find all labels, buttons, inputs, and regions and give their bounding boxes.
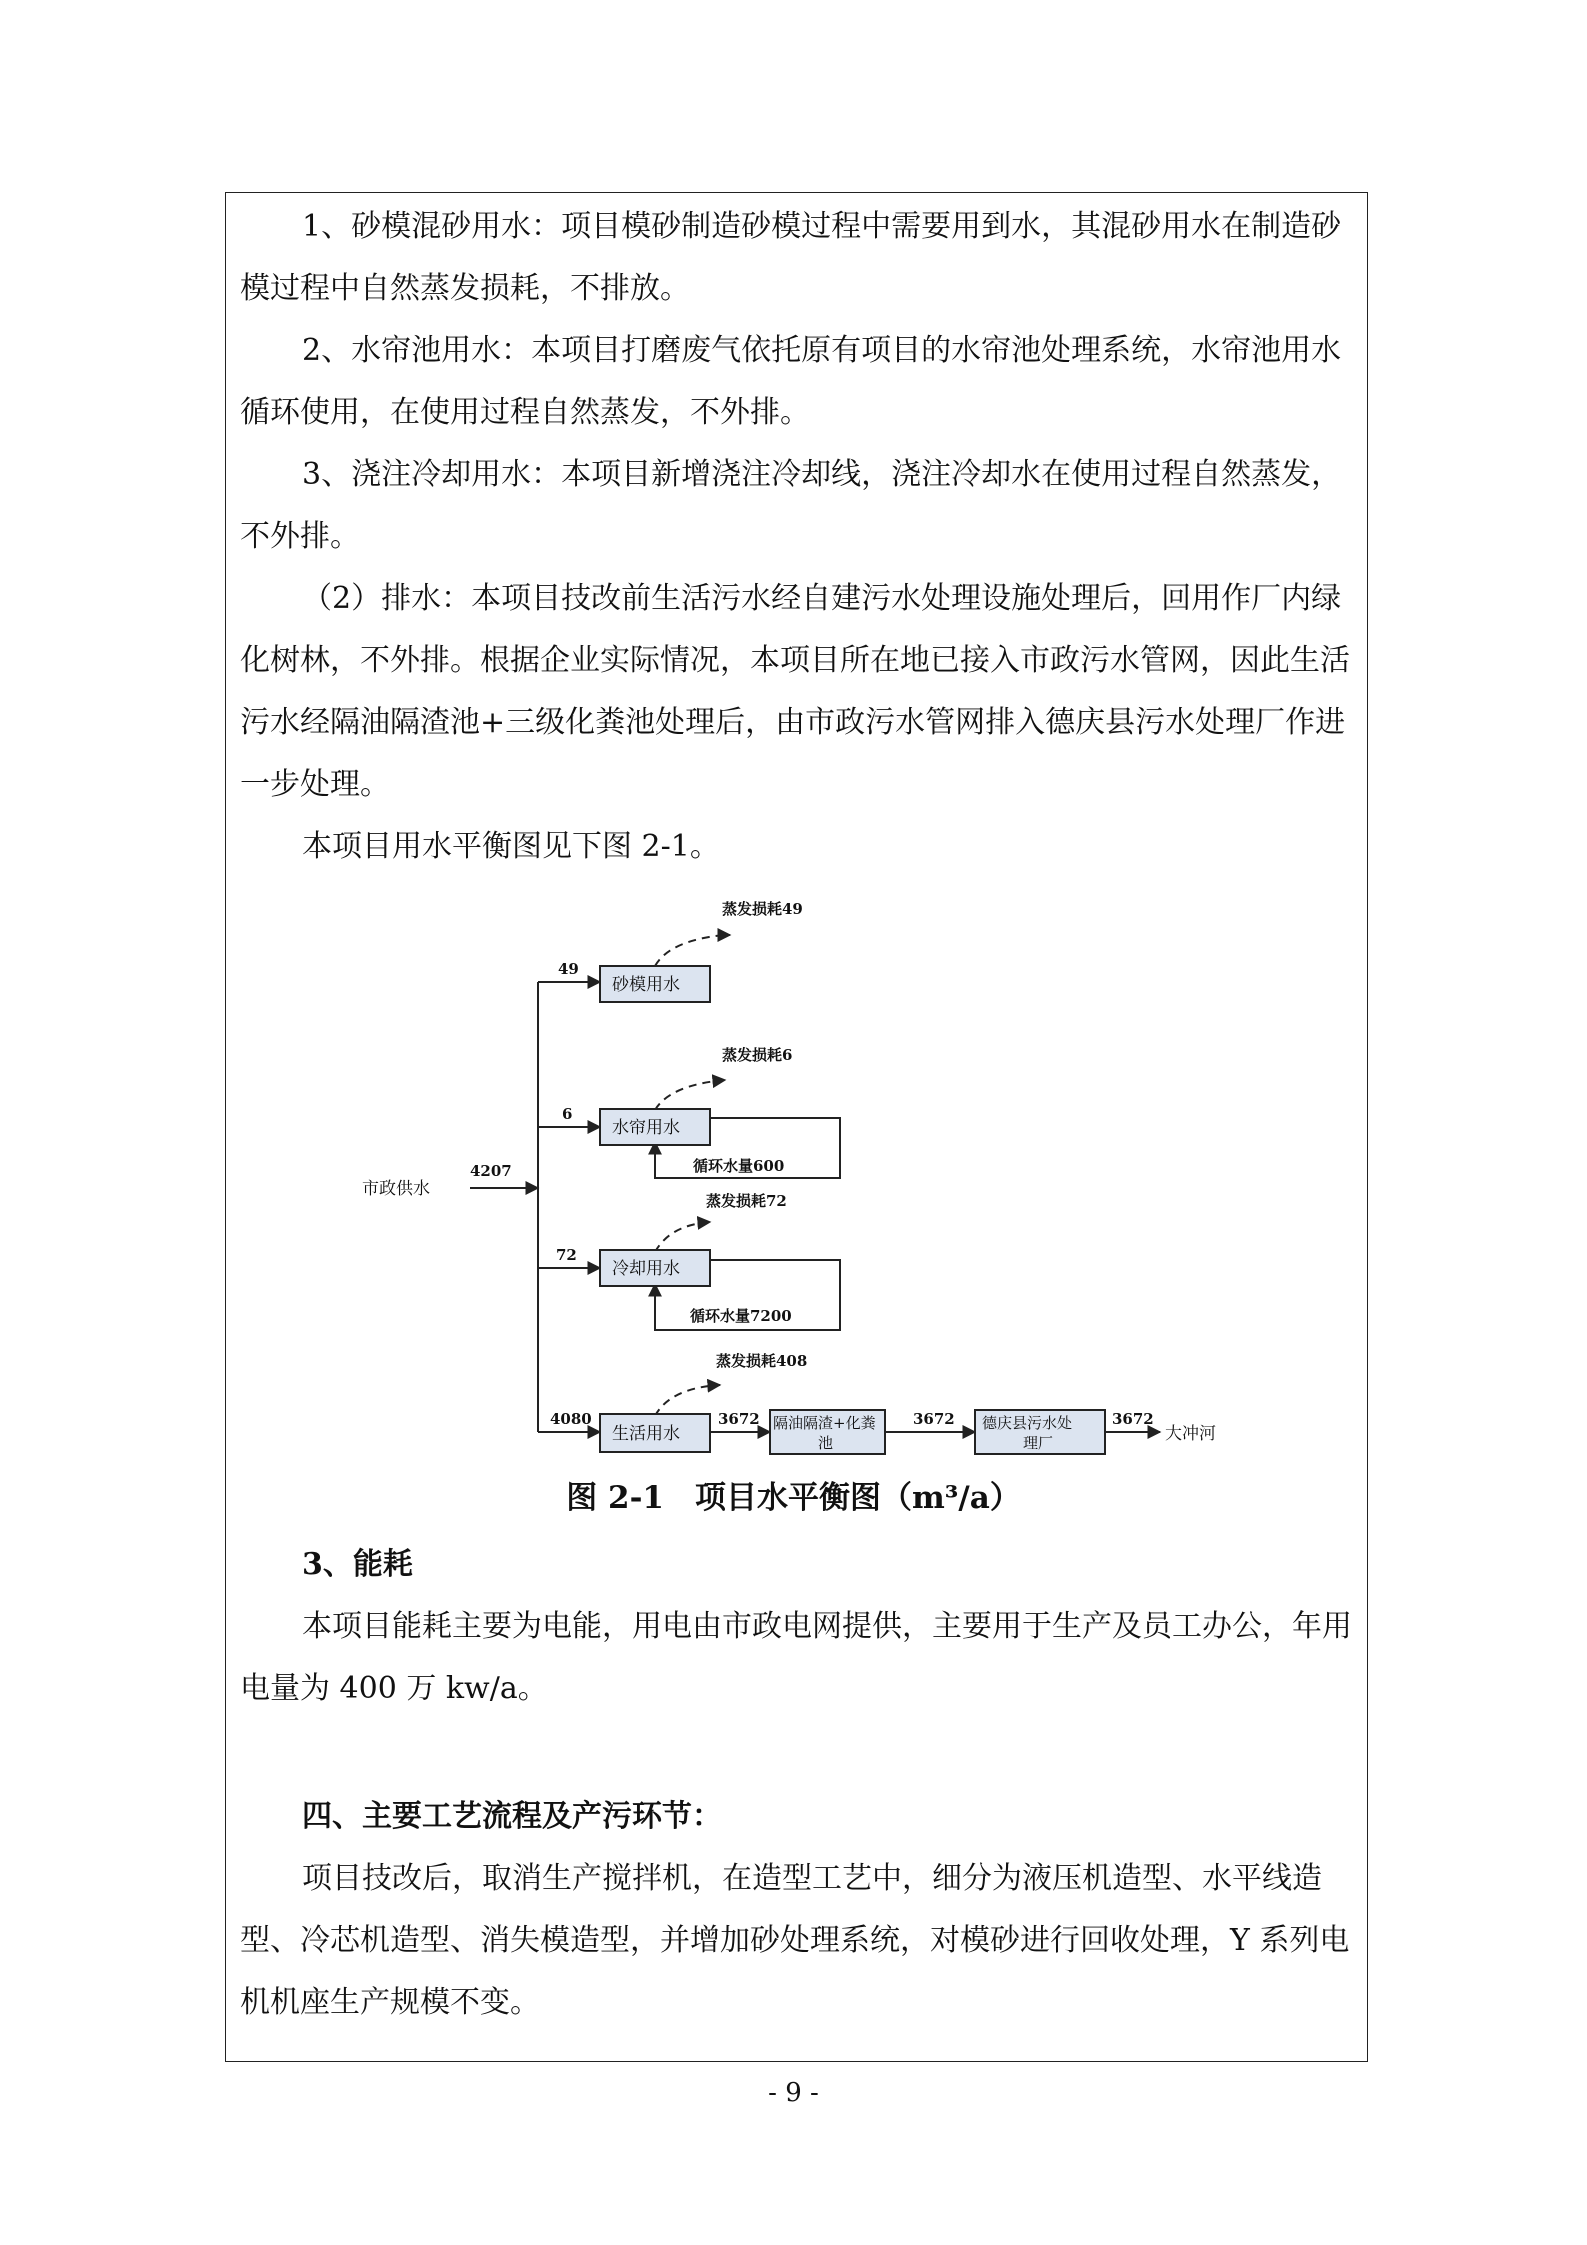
label-flow-domestic-out: 3672 bbox=[718, 1410, 760, 1428]
label-source-flow: 4207 bbox=[470, 1162, 512, 1180]
box-label-cooling: 冷却用水 bbox=[612, 1259, 680, 1279]
paragraph-drainage: （2）排水：本项目技改前生活污水经自建污水处理设施处理后，回用作厂内绿化树林，不外排。根据企业实际情况，本项目所在地已接入市政污水管网，因此生活污水经隔油隔渣池+三级化粪池处理后，由市政污水管网排入德庆县污水处理厂作进一步处理。 bbox=[240, 581, 1350, 802]
box-label-sand: 砂模用水 bbox=[612, 975, 680, 995]
paragraph-sand-water: 1、砂模混砂用水：项目模砂制造砂模过程中需要用到水，其混砂用水在制造砂模过程中自然蒸发损耗，不排放。 bbox=[240, 209, 1342, 306]
paragraph-cooling-water: 3、浇注冷却用水：本项目新增浇注冷却线，浇注冷却水在使用过程自然蒸发，不外排。 bbox=[240, 457, 1342, 554]
label-flow-curtain: 6 bbox=[562, 1105, 573, 1123]
page-number: - 9 - bbox=[768, 2078, 819, 2108]
label-evap-cooling: 蒸发损耗72 bbox=[706, 1192, 787, 1210]
box-label-domestic: 生活用水 bbox=[612, 1424, 680, 1444]
paragraph-figure-ref: 本项目用水平衡图见下图 2-1。 bbox=[302, 829, 720, 864]
label-flow-cooling: 72 bbox=[556, 1246, 577, 1264]
box-label-pretreat-2: 池 bbox=[818, 1434, 834, 1452]
paragraph-curtain-water: 2、水帘池用水：本项目打磨废气依托原有项目的水帘池处理系统，水帘池用水循环使用，在使用过程自然蒸发，不外排。 bbox=[240, 333, 1342, 430]
evap-arrow-cooling bbox=[655, 1222, 710, 1252]
label-source: 市政供水 bbox=[362, 1179, 430, 1199]
label-destination: 大冲河 bbox=[1165, 1424, 1216, 1444]
paragraph-process: 项目技改后，取消生产搅拌机，在造型工艺中，细分为液压机造型、水平线造型、冷芯机造型、消失模造型，并增加砂处理系统，对模砂进行回收处理，Y 系列电机机座生产规模不变。 bbox=[240, 1861, 1350, 2020]
label-flow-plant-out: 3672 bbox=[1112, 1410, 1154, 1428]
box-label-curtain: 水帘用水 bbox=[612, 1118, 680, 1138]
evap-arrow-sand bbox=[655, 935, 730, 966]
label-evap-curtain: 蒸发损耗6 bbox=[722, 1046, 793, 1064]
label-recycle-curtain: 循环水量600 bbox=[693, 1157, 785, 1175]
label-flow-pretreat-out: 3672 bbox=[913, 1410, 955, 1428]
label-evap-sand: 蒸发损耗49 bbox=[722, 900, 803, 918]
box-label-plant-1: 德庆县污水处 bbox=[982, 1414, 1073, 1432]
heading-energy: 3、能耗 bbox=[302, 1547, 413, 1582]
water-balance-diagram bbox=[350, 880, 1250, 1480]
label-flow-domestic: 4080 bbox=[550, 1410, 592, 1428]
figure-caption: 图 2-1 项目水平衡图（m³/a） bbox=[566, 1480, 1021, 1516]
label-recycle-cooling: 循环水量7200 bbox=[690, 1307, 792, 1325]
heading-process: 四、主要工艺流程及产污环节： bbox=[302, 1799, 722, 1834]
box-label-plant-2: 理厂 bbox=[1023, 1434, 1054, 1452]
paragraph-energy: 本项目能耗主要为电能，用电由市政电网提供，主要用于生产及员工办公，年用电量为 400 万 kw/a。 bbox=[240, 1609, 1352, 1706]
label-evap-domestic: 蒸发损耗408 bbox=[716, 1352, 808, 1370]
evap-arrow-domestic bbox=[655, 1385, 720, 1416]
evap-arrow-curtain bbox=[655, 1080, 725, 1110]
label-flow-sand: 49 bbox=[558, 960, 579, 978]
box-label-pretreat-1: 隔油隔渣+化粪 bbox=[773, 1414, 876, 1432]
